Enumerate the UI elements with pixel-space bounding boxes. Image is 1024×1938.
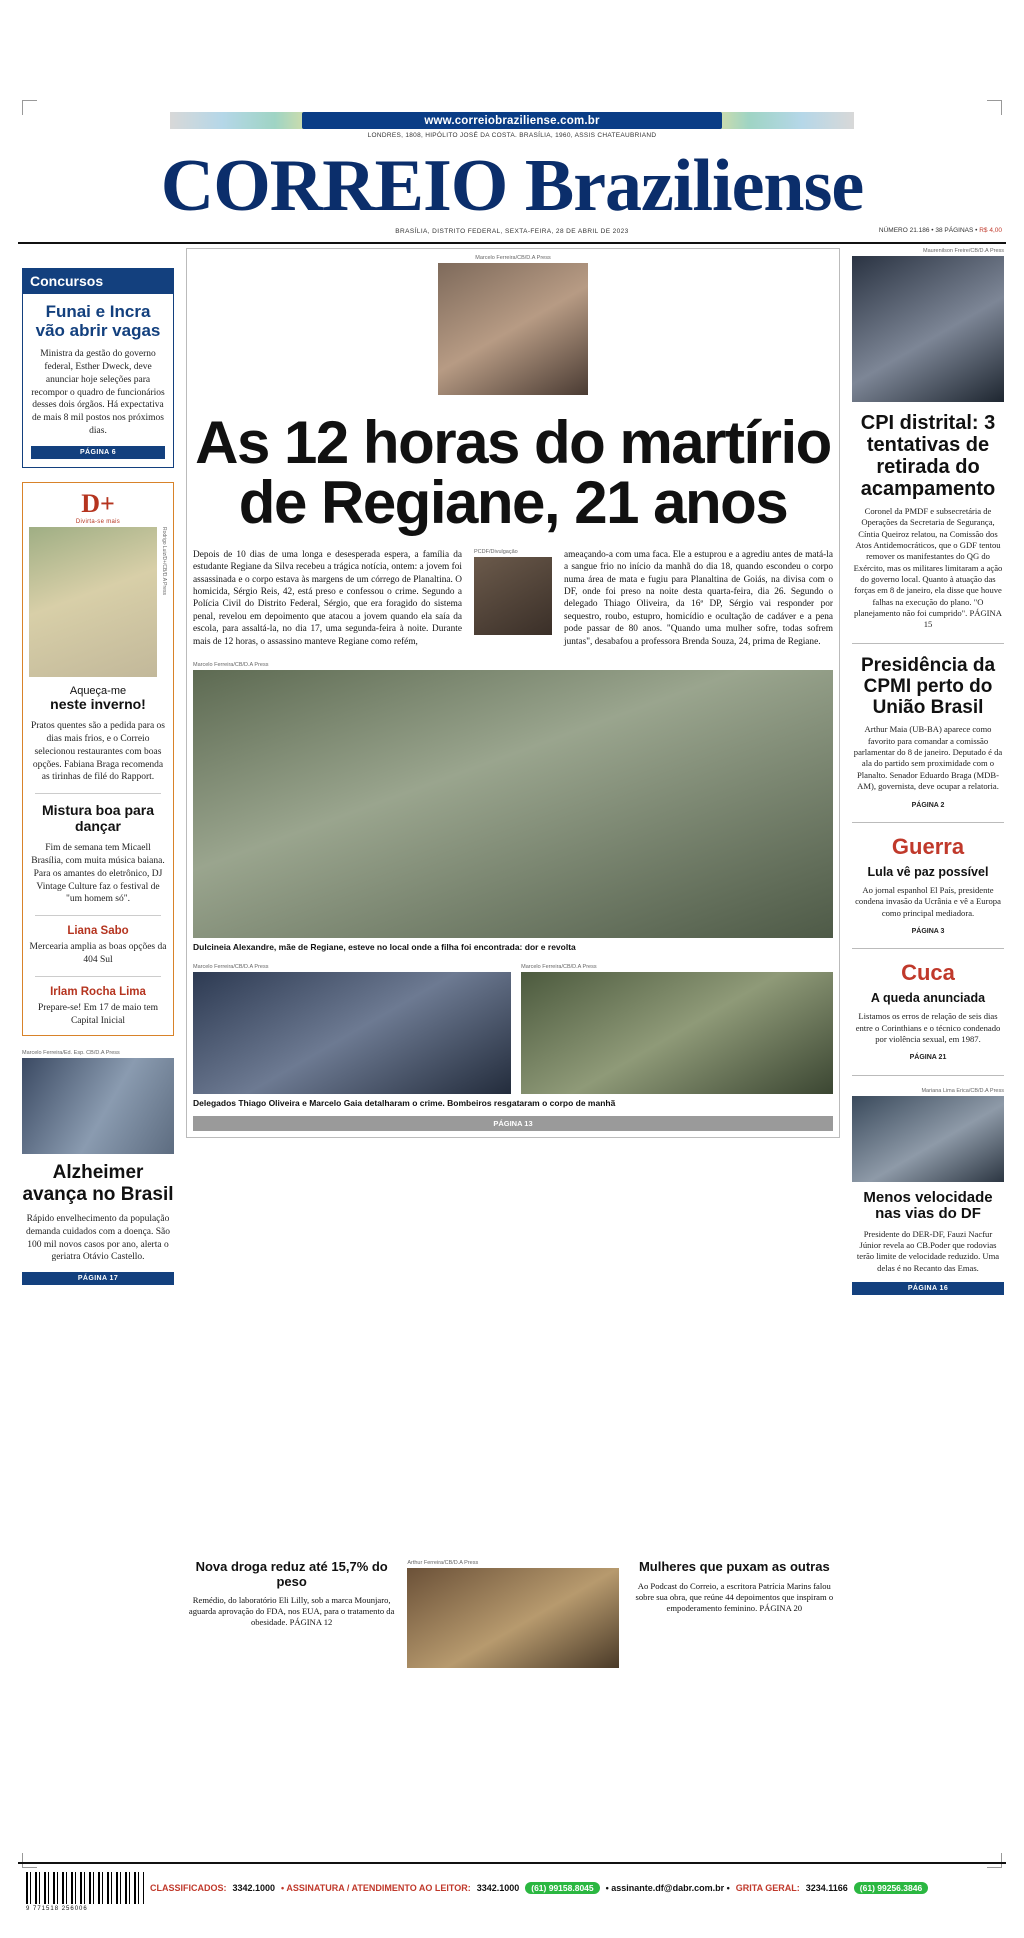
masthead-logo <box>0 144 1024 229</box>
victim-photo <box>438 263 588 395</box>
velocidade-headline: Menos velocidade nas vias do DF <box>863 1188 993 1223</box>
assinatura-label: • ASSINATURA / ATENDIMENTO AO LEITOR: <box>281 1883 471 1893</box>
divider <box>35 976 161 977</box>
concursos-kicker: Concursos <box>22 268 174 294</box>
family-photo-credit: Marcelo Ferreira/CB/D.A Press <box>193 661 269 668</box>
lead-lede <box>193 549 833 648</box>
assinatura-phone[interactable]: 3342.1000 <box>476 1883 520 1893</box>
cpmi-page-tag: PÁGINA 2 <box>911 801 945 809</box>
teaser-podcast-photo <box>407 1568 618 1668</box>
footer-divider <box>18 1862 1006 1864</box>
cpi-story[interactable] <box>852 248 1004 631</box>
police-press-conference-photo <box>193 972 511 1094</box>
divider <box>35 793 161 794</box>
police-photo-credit: Marcelo Ferreira/CB/D.A Press <box>193 963 269 970</box>
guerra-page-tag: PÁGINA 3 <box>911 927 945 935</box>
cpi-photo <box>852 256 1004 402</box>
footer-contact-bar <box>150 1882 998 1894</box>
website-url-banner[interactable] <box>302 112 722 129</box>
dmais-body: Pratos quentes são a pedida para os dias mais frios, e o Correio selecionou restaurantes com boas opções. Fabiana Braga recomenda as tirinhas de filé do Rapport. <box>30 721 166 783</box>
center-column <box>186 248 840 1138</box>
cuca-page-tag: PÁGINA 21 <box>909 1054 947 1062</box>
lead-story-frame[interactable] <box>186 248 840 1138</box>
founders-line: LONDRES, 1808, HIPÓLITO JOSÉ DA COSTA. BRASÍLIA, 1960, ASSIS CHATEAUBRIAND <box>367 132 657 139</box>
dmais-item2-body: Fim de semana tem Micaell Brasília, com muita música baiana. Para os amantes do eletrônico, DJ Vintage Culture faz o festival de "um homem só". <box>31 843 165 905</box>
teaser-mulheres-body: Ao Podcast do Correio, a escritora Patrícia Marins falou sobre sua obra, que reúne 44 depoimentos que inspiram o empoderamento feminino. PÁGINA 20 <box>635 1580 834 1613</box>
mugshot-credit: PCDF/Divulgação <box>474 549 518 555</box>
divider <box>852 1075 1004 1076</box>
dmais-headline-bold: neste inverno! <box>50 695 146 712</box>
dmais-item2-headline: Mistura boa para dançar <box>41 802 155 834</box>
issue-info <box>879 227 1002 234</box>
dmais-headline <box>29 685 167 712</box>
masthead-title: CORREIO Braziliense <box>160 145 864 227</box>
velocidade-story[interactable] <box>852 1088 1004 1295</box>
divider <box>852 822 1004 823</box>
lead-story-page-tag: PÁGINA 13 <box>193 1116 833 1131</box>
teaser-nova-droga-body: Remédio, do laboratório Eli Lilly, sob a marca Mounjaro, aguarda aprovação do FDA, nos EUA, para o tratamento da obesidade. PÁGINA 12 <box>188 1595 395 1628</box>
cuca-kicker: Cuca <box>901 960 955 986</box>
columnist-liana-sabo-body: Mercearia amplia as boas opções da 404 Sul <box>29 942 167 965</box>
crop-mark-top-left <box>22 100 37 115</box>
barcode <box>26 1872 144 1914</box>
guerra-story[interactable] <box>852 835 1004 936</box>
cuca-subhead: A queda anunciada <box>870 991 986 1006</box>
divider <box>852 948 1004 949</box>
cpi-headline: CPI distrital: 3 tentativas de retirada do acampamento <box>860 412 996 500</box>
whatsapp-icon-2[interactable] <box>854 1882 928 1894</box>
whatsapp-number-1: (61) 99158.8045 <box>531 1883 594 1893</box>
alzheimer-photo-credit: Marcelo Ferreira/Ed. Esp. CB/D.A Press <box>22 1050 120 1057</box>
assinante-email[interactable]: • assinante.df@dabr.com.br • <box>605 1883 730 1893</box>
columnist-irlam-rocha-lima[interactable]: Irlam Rocha Lima <box>50 985 146 998</box>
concursos-box[interactable] <box>22 294 174 468</box>
teaser-mulheres-headline: Mulheres que puxam as outras <box>638 1559 830 1574</box>
family-photo <box>193 670 833 938</box>
cpi-body: Coronel da PMDF e subsecretária de Operações da Secretaria de Segurança, Cíntia Queiroz relatou, na Comissão dos Atos Antidemocráticos, que o GDF tentou remover os manifestantes do QG do Exército, mas os militares limitaram a ação do governo local. Quanto à atuação das forças em 8 de janeiro, ela disse que houve falhas na execução do plano. "O planejamento não foi cumprido". PÁGINA 15 <box>853 506 1003 630</box>
dmais-logo-subtitle: Divirta-se mais <box>75 518 121 525</box>
firefighters-photo-credit: Marcelo Ferreira/CB/D.A Press <box>521 963 597 970</box>
cpmi-headline: Presidência da CPMI perto do União Brasil <box>860 654 996 718</box>
alzheimer-page-tag: PÁGINA 17 <box>22 1272 174 1285</box>
grita-geral-label: GRITA GERAL: <box>735 1883 800 1893</box>
dmais-logo-text: D+ <box>81 488 115 518</box>
guerra-kicker: Guerra <box>891 833 965 859</box>
guerra-body: Ao jornal espanhol El País, presidente condena invasão da Ucrânia e vê a Europa como principal mediadora. <box>855 884 1001 918</box>
barcode-bars <box>26 1872 144 1904</box>
dmais-logo <box>23 483 173 527</box>
velocidade-body: Presidente do DER-DF, Fauzi Nacfur Júnior revela ao CB.Poder que rodovias terão limite de velocidade reduzido. Uma delas é no Recanto das Emas. <box>856 1228 1000 1273</box>
bottom-photos-caption: Delegados Thiago Oliveira e Marcelo Gaia detalharam o crime. Bombeiros resgataram o corpo de manhã <box>193 1097 616 1108</box>
whatsapp-number-2: (61) 99256.3846 <box>859 1883 923 1893</box>
classificados-phone[interactable]: 3342.1000 <box>232 1883 276 1893</box>
teaser-mulheres[interactable] <box>629 1560 840 1668</box>
divirta-se-box[interactable] <box>22 482 174 1037</box>
columnist-irlam-rocha-lima-body: Prepare-se! Em 17 de maio tem Capital Inicial <box>37 1002 159 1026</box>
dmais-headline-thin: Aqueça-me <box>69 684 127 697</box>
dateline: BRASÍLIA, DISTRITO FEDERAL, SEXTA-FEIRA, 28 DE ABRIL DE 2023 <box>395 228 629 235</box>
cuca-story[interactable] <box>852 961 1004 1062</box>
divider <box>852 643 1004 644</box>
right-column <box>852 248 1004 1295</box>
velocidade-page-tag: PÁGINA 16 <box>852 1282 1004 1295</box>
lead-photo-credit: Marcelo Ferreira/CB/D.A Press <box>475 255 551 261</box>
teaser-nova-droga[interactable] <box>186 1560 397 1668</box>
masthead-divider <box>18 242 1006 244</box>
cpi-photo-credit: Maurenilson Freire/CB/D.A Press <box>923 248 1004 254</box>
lead-headline: As 12 horas do martírio de Regiane, 21 anos <box>195 409 831 536</box>
family-photo-caption: Dulcineia Alexandre, mãe de Regiane, esteve no local onde a filha foi encontrada: dor e revolta <box>193 941 576 952</box>
crop-mark-bottom-right <box>987 1853 1002 1868</box>
teaser-photo-credit: Arthur Ferreira/CB/D.A Press <box>407 1560 479 1566</box>
classificados-label: CLASSIFICADOS: <box>150 1883 227 1893</box>
dmais-photo-credit: Rodrigo Luiz/D+/CB/D.A Press <box>161 526 167 595</box>
cover-price: R$ 4,00 <box>979 227 1002 234</box>
dmais-photo-row <box>23 527 173 677</box>
guerra-subhead: Lula vê paz possível <box>867 864 989 879</box>
barcode-number: 9 771518 256006 <box>26 1906 88 1912</box>
left-column <box>22 268 174 1285</box>
lede-column-2: ameaçando-a com uma faca. Ele a estuprou e a agrediu antes de matá-la a sangue frio no início da manhã do dia 18, quando escondeu o corpo numa área de mata e fugiu para Planaltina de Goiás, na divisa com o DF, onde foi preso na noite desta quarta-feira, dia 26. Segundo o delegado Thiago Oliveira, da 16ª DP, Sérgio vai responder por sequestro, roubo, estupro, homicídio e ocultação de cadáver e a pena pode passar de 80 anos. "Quando uma mulher sofre, todas sofrem juntas", desabafou a professora Brenda Souza, 24, prima de Regiane. <box>564 550 833 647</box>
concursos-headline: Funai e Incra vão abrir vagas <box>35 302 161 341</box>
grita-geral-phone[interactable]: 3234.1166 <box>805 1883 848 1893</box>
alzheimer-headline: Alzheimer avança no Brasil <box>22 1162 174 1205</box>
teaser-nova-droga-headline: Nova droga reduz até 15,7% do peso <box>195 1559 388 1589</box>
firefighters-photo <box>521 972 833 1094</box>
concursos-page-tag: PÁGINA 6 <box>31 446 165 459</box>
lede-column-1: Depois de 10 dias de uma longa e desesperada espera, a família da estudante Regiane da Silva recebeu a trágica notícia, ontem: a jovem foi assassinada e o corpo estava às margens de um córrego de Planaltina. O homicida, Sérgio Reis, 42, está preso e confessou o crime. Segundo a Polícia Civil do Distrito Federal, Sérgio, que era foragido do sistema penal, revelou em depoimento que atacou a jovem quando ela saía da escola, para assaltá-la, no dia 17, uma segunda-feira à noite. Durante mais de 12 horas, o assassino manteve Regiane como refém, <box>193 550 462 647</box>
cpmi-story[interactable] <box>852 656 1004 810</box>
suspect-mugshot <box>474 557 552 635</box>
divider <box>35 915 161 916</box>
velocidade-photo-credit: Mariana Lima Erica/CB/D.A Press <box>921 1087 1004 1094</box>
columnist-liana-sabo[interactable]: Liana Sabo <box>67 925 129 938</box>
alzheimer-body: Rápido envelhecimento da população demanda cuidados com a doença. São 100 mil novos casos por ano, alerta o geriatra Otávio Castello. <box>25 1213 171 1263</box>
crop-mark-top-right <box>987 100 1002 115</box>
suspect-mugshot-block <box>474 549 552 648</box>
alzheimer-story[interactable] <box>22 1050 174 1285</box>
bottom-teaser-strip <box>186 1560 840 1668</box>
dmais-photo <box>29 527 157 677</box>
whatsapp-icon-1[interactable] <box>525 1882 599 1894</box>
crop-mark-bottom-left <box>22 1853 37 1868</box>
velocidade-photo <box>852 1096 1004 1182</box>
cpmi-body: Arthur Maia (UB-BA) aparece como favorito para comandar a comissão parlamentar do 8 de janeiro. Deputado é da ala do partido sem proximidade com o Planalto. Senador Eduardo Braga (MDB-AM), governista, deve ocupar a relatoria. <box>853 724 1003 792</box>
alzheimer-photo <box>22 1058 174 1154</box>
website-url-text: www.correiobraziliense.com.br <box>424 114 600 127</box>
issue-number: NÚMERO 21.186 • 38 PÁGINAS • <box>878 227 978 234</box>
teaser-podcast-photo-block <box>407 1560 618 1668</box>
cuca-body: Listamos os erros de relação de seis dias entre o Corinthians e o técnico condenado por violência sexual, em 1987. <box>855 1011 1001 1045</box>
concursos-body: Ministra da gestão do governo federal, Esther Dweck, deve anunciar hoje seleções para recompor o quadro de funcionários desses dois órgãos. Há expectativa de mais 8 mil postos nos próximos dias. <box>31 349 165 436</box>
